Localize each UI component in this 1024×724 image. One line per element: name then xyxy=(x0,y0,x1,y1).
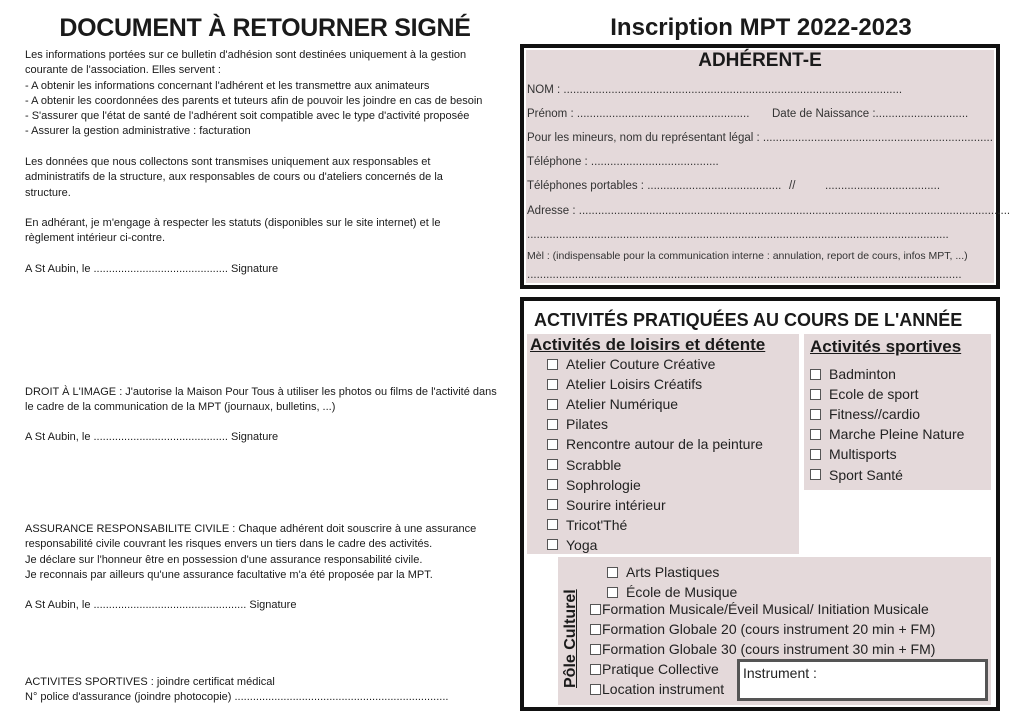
checkbox-item[interactable]: Arts Plastiques xyxy=(607,562,737,582)
image-rights-paragraph: DROIT À L'IMAGE : J'autorise la Maison Pour Tous à utiliser les photos ou films de l'activité dans le cadre de la communication de la MPT (journaux, bulletins, ...) xyxy=(25,386,497,414)
checkbox-item[interactable]: Scrabble xyxy=(547,454,763,474)
instrument-input[interactable] xyxy=(737,659,988,701)
checkbox-item[interactable]: Sophrologie xyxy=(547,475,763,495)
checkbox-item[interactable]: Rencontre autour de la peinture xyxy=(547,434,763,454)
legal-representative-field[interactable]: Pour les mineurs, nom du représentant légal : ........................................................................ xyxy=(527,132,993,144)
checkbox-item[interactable]: Pilates xyxy=(547,414,763,434)
checkbox-item[interactable]: Multisports xyxy=(810,444,964,464)
checkbox-item[interactable]: Atelier Couture Créative xyxy=(547,354,763,374)
checkbox[interactable] xyxy=(547,399,558,410)
loisirs-title: Activités de loisirs et détente xyxy=(530,335,766,354)
activities-heading: ACTIVITÉS PRATIQUÉES AU COURS DE L'ANNÉE xyxy=(534,310,963,330)
prenom-field[interactable]: Prénom : ...................................................... xyxy=(527,108,750,120)
checkbox[interactable] xyxy=(590,664,601,675)
checkbox[interactable] xyxy=(607,587,618,598)
checkbox[interactable] xyxy=(547,539,558,550)
checkbox-item[interactable]: École de Musique xyxy=(607,582,737,602)
instrument-label: Instrument : xyxy=(743,665,817,681)
sport-title: Activités sportives xyxy=(810,337,962,356)
checkbox-item[interactable]: Marche Pleine Nature xyxy=(810,424,964,444)
mobile-phones-field[interactable]: Téléphones portables : .......................................... xyxy=(527,180,782,192)
checkbox[interactable] xyxy=(547,499,558,510)
checkbox-item[interactable]: Tricot'Thé xyxy=(547,515,763,535)
left-page-title: DOCUMENT À RETOURNER SIGNÉ xyxy=(59,14,471,42)
signature-line-1: A St Aubin, le ............................................ Signature xyxy=(25,263,279,275)
checkbox[interactable] xyxy=(590,604,601,615)
data-paragraph: Les données que nous collectons sont transmises uniquement aux responsables et administratifs de la structure, aux responsables de cours ou d'ateliers concernés de la structure. xyxy=(25,156,443,199)
signature-line-3: A St Aubin, le .................................................. Signature xyxy=(25,599,297,611)
checkbox[interactable] xyxy=(810,469,821,480)
checkbox-item[interactable]: Location instrument xyxy=(590,679,935,699)
adherent-heading: ADHÉRENT-E xyxy=(698,50,822,71)
checkbox[interactable] xyxy=(810,409,821,420)
culturel-title: Pôle Culturel xyxy=(562,589,579,688)
insurance-paragraph: ASSURANCE RESPONSABILITE CIVILE : Chaque adhérent doit souscrire à une assurance responsabilité civile couvrant les risques envers un tiers dans le cadre des activités. Je déclare sur l'honneur être en possession d'une assurance responsabilité civile. Je reconnais par ailleurs qu'une assurance facultative m'a été proposée par la MPT. xyxy=(25,523,477,581)
checkbox[interactable] xyxy=(547,459,558,470)
mobile-phone-2-field[interactable]: .................................... xyxy=(825,180,941,192)
checkbox-item[interactable]: Fitness//cardio xyxy=(810,404,964,424)
telephone-field[interactable]: Téléphone : ........................................ xyxy=(527,156,719,168)
checkbox-item[interactable]: Atelier Numérique xyxy=(547,394,763,414)
checkbox-item[interactable]: Sport Santé xyxy=(810,464,964,484)
checkbox[interactable] xyxy=(810,449,821,460)
signature-line-2: A St Aubin, le ............................................ Signature xyxy=(25,431,279,443)
checkbox-item[interactable]: Ecole de sport xyxy=(810,384,964,404)
checkbox[interactable] xyxy=(810,429,821,440)
checkbox-item[interactable]: Yoga xyxy=(547,535,763,555)
email-field[interactable]: ........................................................................................................................................ xyxy=(527,269,962,281)
mobile-separator: // xyxy=(789,180,796,192)
checkbox[interactable] xyxy=(547,439,558,450)
sport-paragraph: ACTIVITES SPORTIVES : joindre certificat médical N° police d'assurance (joindre photocopie) ...................................................................... xyxy=(25,676,449,704)
checkbox[interactable] xyxy=(547,479,558,490)
checkbox-item[interactable]: Badminton xyxy=(810,364,964,384)
checkbox[interactable] xyxy=(810,389,821,400)
checkbox[interactable] xyxy=(547,419,558,430)
checkbox-item[interactable]: Formation Globale 20 (cours instrument 20 min + FM) xyxy=(590,619,935,639)
intro-paragraph: Les informations portées sur ce bulletin d'adhésion sont destinées uniquement à la gestion courante de l'association. Elles servent : - A obtenir les informations concernant l'adhérent et les transmettre aux animateurs - A obtenir les coordonnées des parents et tuteurs afin de pouvoir les joindre en cas de besoin - S'assurer que l'état de santé de l'adhérent soit compatible avec le type d'activité proposée - Assurer la gestion administrative : facturation xyxy=(25,49,483,138)
registration-title: Inscription MPT 2022-2023 xyxy=(610,14,912,41)
address-field[interactable]: Adresse : ....................................................................................................................................... xyxy=(527,205,1011,217)
checkbox[interactable] xyxy=(590,624,601,635)
checkbox[interactable] xyxy=(607,567,618,578)
birthdate-field[interactable]: Date de Naissance :............................. xyxy=(772,108,969,120)
checkbox[interactable] xyxy=(547,379,558,390)
loisirs-list xyxy=(547,354,763,555)
checkbox-item[interactable]: Formation Globale 30 (cours instrument 30 min + FM) xyxy=(590,639,935,659)
checkbox[interactable] xyxy=(590,644,601,655)
checkbox-item[interactable]: Formation Musicale/Éveil Musical/ Initiation Musicale xyxy=(590,599,935,619)
address-line-2-field[interactable]: .................................................................................................................................... xyxy=(527,229,949,241)
culturel-top-list xyxy=(607,562,737,602)
checkbox-item[interactable]: Atelier Loisirs Créatifs xyxy=(547,374,763,394)
nom-field[interactable]: NOM : .......................................................................................................... xyxy=(527,84,903,96)
checkbox-item[interactable]: Sourire intérieur xyxy=(547,495,763,515)
sport-list xyxy=(810,364,964,485)
engage-paragraph: En adhérant, je m'engage à respecter les statuts (disponibles sur le site internet) et le règlement intérieur ci-contre. xyxy=(25,217,441,245)
checkbox[interactable] xyxy=(590,684,601,695)
email-note: Mèl : (indispensable pour la communication interne : annulation, report de cours, infos MPT, ...) xyxy=(527,250,968,262)
checkbox-item[interactable]: Pratique Collective xyxy=(590,659,935,679)
checkbox[interactable] xyxy=(810,369,821,380)
checkbox[interactable] xyxy=(547,519,558,530)
checkbox[interactable] xyxy=(547,359,558,370)
